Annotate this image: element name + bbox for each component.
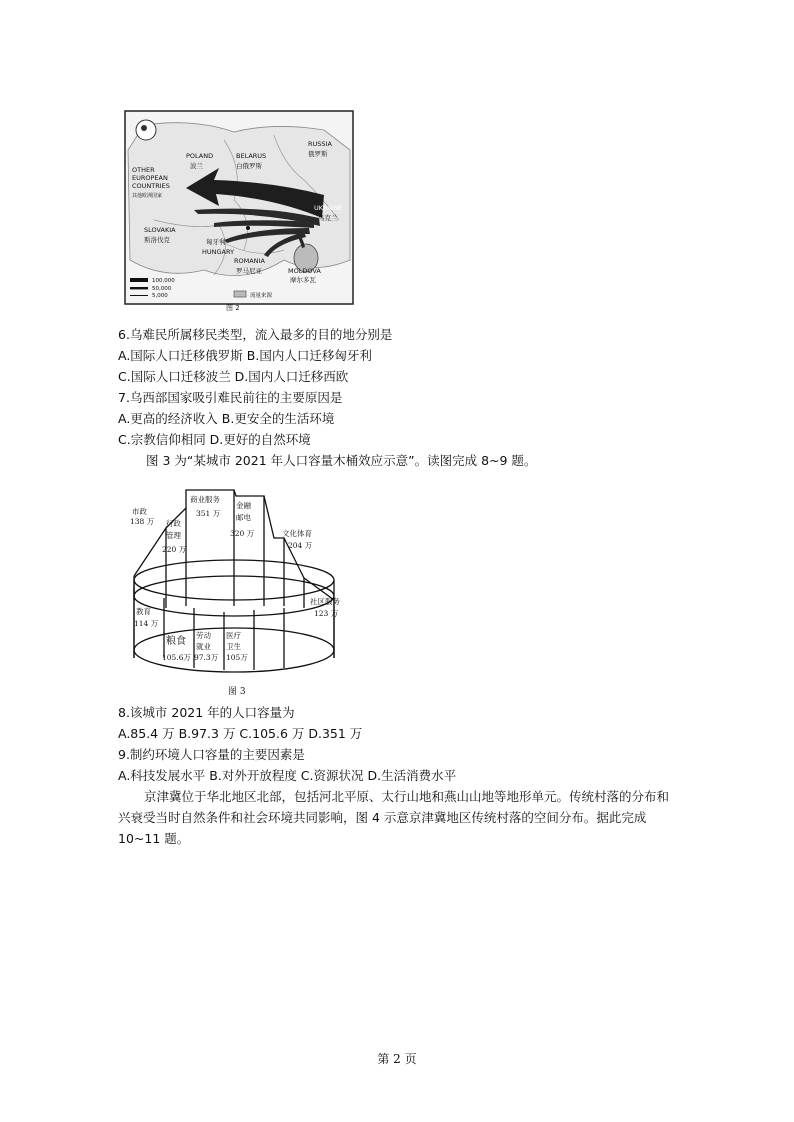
svg-text:204 万: 204 万 [288, 541, 313, 550]
svg-text:100,000: 100,000 [152, 278, 175, 284]
svg-text:97.3万: 97.3万 [194, 653, 219, 662]
svg-text:教育: 教育 [136, 607, 151, 616]
svg-text:市政: 市政 [132, 507, 147, 516]
svg-text:EUROPEAN: EUROPEAN [132, 174, 168, 182]
question-9: 9.制约环境人口容量的主要因素是 [118, 747, 305, 762]
svg-text:MOLDOVA: MOLDOVA [288, 267, 321, 275]
svg-text:就业: 就业 [196, 642, 211, 651]
svg-text:乌克兰: 乌克兰 [318, 214, 338, 222]
svg-text:RUSSIA: RUSSIA [308, 140, 332, 148]
svg-text:文化体育: 文化体育 [282, 529, 312, 538]
svg-text:粮食: 粮食 [166, 636, 186, 647]
figure-4-intro: 京津冀位于华北地区北部，包括河北平原、太行山地和燕山山地等地形单元。传统村落的分布和兴衰受当时自然条件和社会环境共同影响，图 4 示意京津冀地区传统村落的空间分布。据此完成 10~11 题。 [118, 789, 670, 846]
svg-text:HUNGARY: HUNGARY [202, 248, 235, 256]
svg-text:社区服务: 社区服务 [310, 597, 340, 606]
question-9-options: A.科技发展水平 B.对外开放程度 C.资源状况 D.生活消费水平 [118, 768, 457, 783]
svg-text:罗马尼亚: 罗马尼亚 [236, 267, 262, 275]
svg-text:138 万: 138 万 [130, 517, 155, 526]
question-6-options-cd: C.国际人口迁移波兰 D.国内人口迁移西欧 [118, 369, 349, 384]
bucket-diagram [124, 488, 344, 698]
svg-text:白俄罗斯: 白俄罗斯 [236, 162, 262, 170]
svg-text:UKRAINE: UKRAINE [314, 204, 343, 212]
question-7: 7.乌西部国家吸引难民前往的主要原因是 [118, 390, 343, 405]
svg-text:351 万: 351 万 [196, 509, 221, 518]
svg-text:5,000: 5,000 [152, 293, 168, 299]
question-7-options-ab: A.更高的经济收入 B.更安全的生活环境 [118, 411, 335, 426]
svg-text:卫生: 卫生 [226, 642, 241, 651]
question-6-options-ab: A.国际人口迁移俄罗斯 B.国内人口迁移匈牙利 [118, 348, 372, 363]
svg-text:105万: 105万 [226, 653, 248, 662]
figure-3-caption: 图 3 [228, 687, 246, 697]
svg-text:医疗: 医疗 [226, 631, 241, 640]
svg-text:POLAND: POLAND [186, 152, 214, 160]
question-8: 8.该城市 2021 年的人口容量为 [118, 705, 295, 720]
svg-text:ROMANIA: ROMANIA [234, 257, 265, 265]
svg-text:劳动: 劳动 [196, 631, 211, 640]
question-8-options: A.85.4 万 B.97.3 万 C.105.6 万 D.351 万 [118, 726, 363, 741]
svg-text:BELARUS: BELARUS [236, 152, 267, 160]
refugee-flow-map [124, 110, 354, 315]
svg-text:斯洛伐克: 斯洛伐克 [144, 236, 170, 244]
svg-text:流量来源: 流量来源 [250, 293, 273, 299]
svg-text:俄罗斯: 俄罗斯 [308, 150, 328, 158]
question-6: 6.乌难民所属移民类型，流入最多的目的地分别是 [118, 327, 393, 342]
svg-text:行政: 行政 [166, 519, 181, 528]
svg-text:波兰: 波兰 [190, 162, 203, 170]
svg-text:商业服务: 商业服务 [190, 495, 220, 504]
svg-text:114 万: 114 万 [134, 619, 159, 628]
svg-text:105.6万: 105.6万 [162, 653, 191, 662]
svg-text:320 万: 320 万 [230, 529, 255, 538]
svg-text:SLOVAKIA: SLOVAKIA [144, 226, 176, 234]
page-number: 第 2 页 [377, 1052, 417, 1066]
svg-text:管理: 管理 [166, 531, 181, 540]
svg-text:邮电: 邮电 [236, 513, 251, 522]
svg-text:50,000: 50,000 [152, 286, 172, 292]
figure-3-intro: 图 3 为“某城市 2021 年人口容量木桶效应示意”。读图完成 8~9 题。 [146, 453, 537, 468]
svg-text:摩尔多瓦: 摩尔多瓦 [290, 276, 316, 284]
figure-2-caption: 图 2 [226, 304, 240, 312]
svg-text:匈牙利: 匈牙利 [206, 238, 226, 246]
svg-text:OTHER: OTHER [132, 166, 155, 174]
svg-text:金融: 金融 [236, 501, 251, 510]
figure-3-bucket [124, 488, 344, 698]
svg-text:COUNTRIES: COUNTRIES [132, 182, 170, 190]
figure-2-map [124, 110, 354, 315]
svg-text:123 万: 123 万 [314, 609, 339, 618]
svg-text:220 万: 220 万 [162, 545, 187, 554]
question-7-options-cd: C.宗教信仰相同 D.更好的自然环境 [118, 432, 311, 447]
svg-text:其他欧洲国家: 其他欧洲国家 [132, 193, 163, 199]
